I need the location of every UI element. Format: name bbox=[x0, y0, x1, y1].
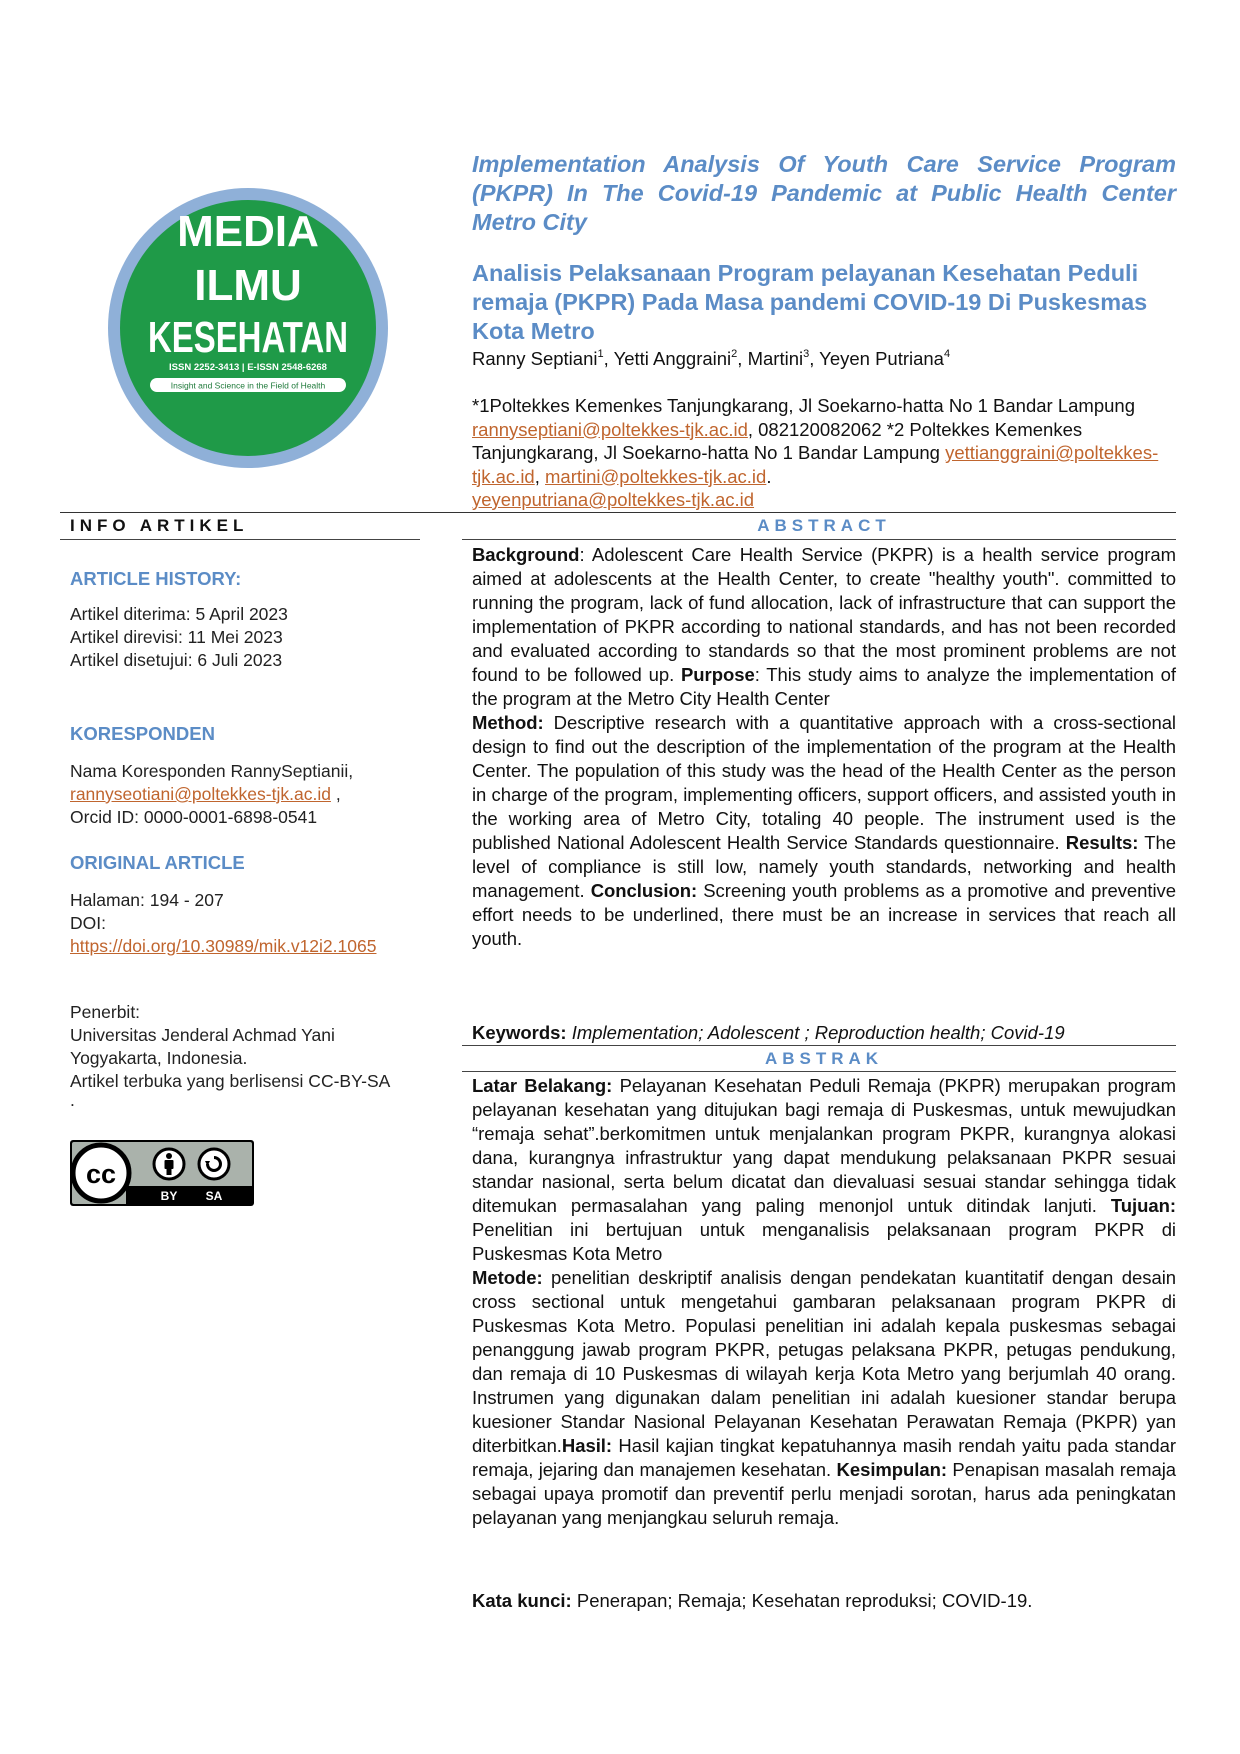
abstract-heading: ABSTRACT bbox=[757, 516, 891, 535]
sa-label: SA bbox=[205, 1189, 223, 1203]
page-range: Halaman: 194 - 207 bbox=[70, 890, 224, 910]
article-dates bbox=[70, 603, 420, 672]
author-name: Yeyen Putriana bbox=[819, 348, 944, 369]
affiliation-text: , bbox=[534, 465, 545, 487]
kata-kunci-label: Kata kunci: bbox=[472, 1590, 572, 1611]
abstract-method-text: Descriptive research with a quantitative approach with a cross-sectional design to find out the description of the implementation of the program at the Health Center. The population of this study was the head of the Health Center as the person in charge of the program, implementing officers, support officers, and assisted youth in the working area of Metro City, totaling 40 people. The instrument used is the published National Adolescent Health Service Standards questionnaire. bbox=[472, 712, 1176, 853]
author-name: Ranny Septiani bbox=[472, 348, 598, 369]
abstrak-top-rule bbox=[462, 1045, 1176, 1046]
abstrak-purpose-label: Tujuan: bbox=[1110, 1195, 1176, 1216]
abstract-purpose-text: : This study aims to analyze the implementation of the program at the Metro City Health Center bbox=[472, 664, 1176, 709]
abstrak-rule bbox=[462, 1071, 1176, 1072]
logo-tagline: Insight and Science in the Field of Health bbox=[170, 380, 326, 391]
publisher-label: Penerbit: bbox=[70, 1002, 141, 1022]
logo-line1: MEDIA bbox=[177, 207, 319, 256]
author-affiliation-mark: 1 bbox=[597, 348, 604, 360]
logo-line3: KESEHATAN bbox=[148, 313, 348, 362]
affiliation-text: , 082120082062 *2 Poltekkes Kemenkes Tanjungkarang, Jl Soekarno-hatta No 1 Bandar Lampung bbox=[472, 418, 1083, 463]
license-text: Artikel terbuka yang berlisensi CC-BY-SA bbox=[70, 1071, 391, 1091]
info-artikel-heading: INFO ARTIKEL bbox=[70, 516, 249, 535]
journal-logo bbox=[106, 186, 390, 470]
abstrak-conclusion-label: Kesimpulan: bbox=[836, 1459, 947, 1480]
author-affiliation-mark: 4 bbox=[943, 348, 951, 360]
keywords-english bbox=[472, 1021, 1176, 1045]
keywords-text: Implementation; Adolescent ; Reproduction health; Covid-19 bbox=[566, 1022, 1065, 1043]
article-history-section bbox=[70, 567, 420, 590]
email-link-3[interactable]: martini@poltekkes-tjk.ac.id bbox=[545, 465, 767, 487]
author-separator: , bbox=[737, 348, 748, 369]
koresponden-title: KORESPONDEN bbox=[70, 723, 215, 744]
cc-text: cc bbox=[85, 1159, 117, 1189]
author-separator: , bbox=[809, 348, 820, 369]
abstrak-results-text: Hasil kajian tingkat kepatuhannya masih rendah yaitu pada standar remaja, jejaring dan manajemen kesehatan. bbox=[472, 1435, 1176, 1480]
email-link-2[interactable]: yettianggraini@poltekkes-tjk.ac.id bbox=[472, 442, 1159, 487]
abstract-conclusion-label: Conclusion: bbox=[590, 880, 698, 901]
by-label: BY bbox=[160, 1189, 178, 1203]
koresponden-name: Nama Koresponden RannySeptianii, bbox=[70, 761, 354, 781]
share-alike-icon bbox=[199, 1149, 229, 1179]
abstract-method-label: Method: bbox=[472, 712, 544, 733]
publisher-name: Universitas Jenderal Achmad Yani Yogyakarta, Indonesia. bbox=[70, 1025, 335, 1068]
doi-label: DOI: bbox=[70, 913, 106, 933]
author-name: Martini bbox=[747, 348, 804, 369]
logo-issn: ISSN 2252-3413 | E-ISSN 2548-6268 bbox=[169, 362, 327, 373]
koresponden-email-link[interactable]: rannyseotiani@poltekkes-tjk.ac.id bbox=[70, 784, 331, 804]
abstract-results-text: The level of compliance is still low, namely youth standards, networking and health management. bbox=[472, 832, 1176, 901]
abstract-conclusion-text: Screening youth problems as a promotive and preventive effort needs to be underlined, there must be an increase in services that reach all youth. bbox=[472, 880, 1176, 949]
abstract-purpose-label: Purpose bbox=[681, 664, 755, 685]
abstract-results-label: Results: bbox=[1065, 832, 1139, 853]
author-separator: , bbox=[603, 348, 614, 369]
article-meta bbox=[70, 889, 420, 958]
publisher-section bbox=[70, 1001, 415, 1110]
koresponden-section bbox=[70, 722, 420, 745]
koresponden-details bbox=[70, 760, 420, 829]
abstrak-heading: ABSTRAK bbox=[764, 1049, 884, 1068]
original-article-section bbox=[70, 851, 420, 874]
abstract-rule bbox=[462, 539, 1176, 540]
title-english: Implementation Analysis Of Youth Care Service Program (PKPR) In The Covid-19 Pandemic at Public Health Center Metro City bbox=[472, 151, 1176, 235]
abstrak-results-label: Hasil: bbox=[561, 1435, 612, 1456]
orcid-id: Orcid ID: 0000-0001-6898-0541 bbox=[70, 807, 318, 827]
top-rule bbox=[60, 512, 1176, 513]
doi-link[interactable]: https://doi.org/10.30989/mik.v12i2.1065 bbox=[70, 936, 377, 956]
original-article-title: ORIGINAL ARTICLE bbox=[70, 852, 245, 873]
keywords-label: Keywords: bbox=[472, 1022, 567, 1043]
abstract-english bbox=[472, 543, 1176, 951]
affiliation-text: . bbox=[766, 465, 772, 487]
abstract-indonesian bbox=[472, 1074, 1176, 1530]
koresponden-email-sep: , bbox=[330, 784, 341, 804]
title-indonesian: Analisis Pelaksanaan Program pelayanan Kesehatan Peduli remaja (PKPR) Pada Masa pandemi COVID-19 Di Puskesmas Kota Metro bbox=[472, 260, 1148, 344]
cc-by-sa-badge[interactable] bbox=[70, 1140, 254, 1206]
abstrak-method-text: penelitian deskriptif analisis dengan pendekatan kuantitatif dengan desain cross sectional untuk mengetahui gambaran pelaksanaan program PKPR di Puskesmas Kota Metro. Populasi penelitian ini adalah kepala puskesmas sebagai penanggung jawab program PKPR, petugas pelaksana PKPR, petugas pendukung, dan remaja di 10 Puskesmas di wilayah kerja Kota Metro yang berjumlah 40 orang. Instrumen yang digunakan dalam penelitian ini adalah kuesioner standar berupa kuesioner Standar Nasional Pelayanan Kesehatan Perawatan Remaja (PKPR) yan diterbitkan. bbox=[472, 1267, 1176, 1456]
date-revised: Artikel direvisi: 11 Mei 2023 bbox=[70, 627, 283, 647]
abstract-background-label: Background bbox=[472, 544, 580, 565]
logo-line2: ILMU bbox=[194, 261, 302, 310]
abstrak-method-label: Metode: bbox=[472, 1267, 543, 1288]
author-list bbox=[472, 347, 1176, 371]
date-received: Artikel diterima: 5 April 2023 bbox=[70, 604, 288, 624]
article-history-title: ARTICLE HISTORY: bbox=[70, 568, 242, 589]
affiliation-text: *1Poltekkes Kemenkes Tanjungkarang, Jl Soekarno-hatta No 1 Bandar Lampung bbox=[472, 395, 1135, 416]
abstrak-background-label: Latar Belakang: bbox=[472, 1075, 613, 1096]
author-name: Yetti Anggraini bbox=[613, 348, 732, 369]
abstrak-background-text: Pelayanan Kesehatan Peduli Remaja (PKPR) merupakan program pelayanan kesehatan yang ditujukan bagi remaja di Puskesmas, untuk mewujudkan “remaja sehat”.berkomitmen untuk menjalankan program PKPR, kurangnya alokasi dana, kurangnya infrastruktur yang dapat mendukung pelaksanaan PKPR sesuai standar nasional, serta belum dicatat dan dievaluasi sesuai standar sehingga tidak ditemukan permasalahan yang paling menonjol untuk ditindak lanjuti. bbox=[472, 1075, 1176, 1216]
author-affiliation-mark: 3 bbox=[803, 348, 810, 360]
author-affiliation-mark: 2 bbox=[731, 348, 738, 360]
date-accepted: Artikel disetujui: 6 Juli 2023 bbox=[70, 650, 283, 670]
left-rule bbox=[60, 539, 420, 540]
abstrak-purpose-text: Penelitian ini bertujuan untuk menganalisis pelaksanaan program PKPR di Puskesmas Kota Metro bbox=[472, 1219, 1176, 1264]
abstrak-conclusion-text: Penapisan masalah remaja sebagai upaya promotif dan preventif perlu menjadi sorotan, harus ada peningkatan pelayanan yang menjangkau seluruh remaja. bbox=[472, 1459, 1177, 1528]
email-link-4[interactable]: yeyenputriana@poltekkes-tjk.ac.id bbox=[472, 489, 755, 510]
abstract-background-text: : Adolescent Care Health Service (PKPR) is a health service program aimed at adolescents at the Health Center, to create "healthy youth". committed to running the program, lack of fund allocation, lack of infrastructure that can support the implementation of PKPR according to national standards, and has not been recorded and evaluated according to standards so that the most prominent problems are not found to be followed up. bbox=[472, 544, 1176, 685]
email-link-1[interactable]: rannyseptiani@poltekkes-tjk.ac.id bbox=[472, 418, 748, 440]
keywords-indonesian bbox=[472, 1589, 1176, 1613]
kata-kunci-text: Penerapan; Remaja; Kesehatan reproduksi; COVID-19. bbox=[571, 1590, 1033, 1611]
license-dot: . bbox=[70, 1090, 75, 1110]
affiliation-block bbox=[472, 394, 1162, 512]
